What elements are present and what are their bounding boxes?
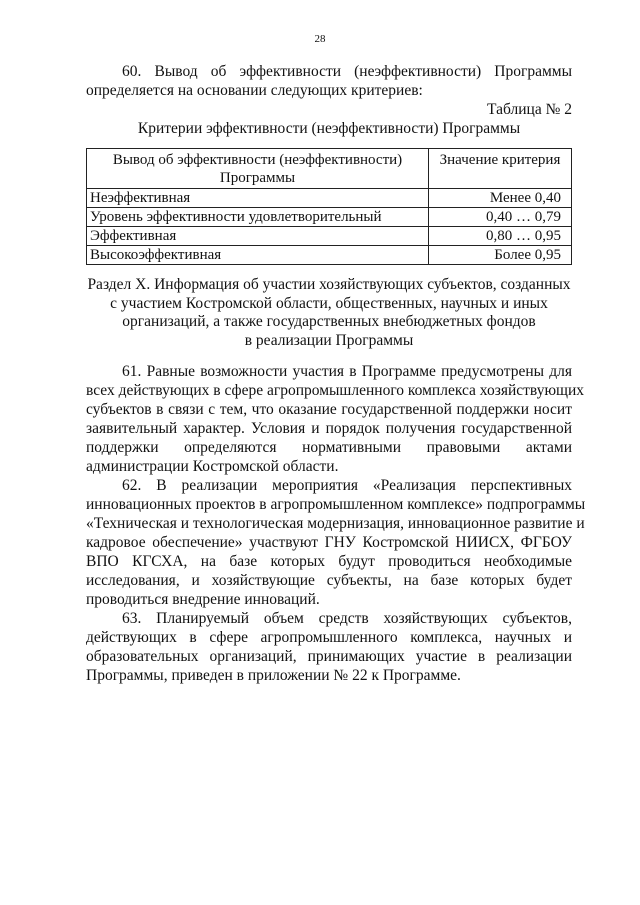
paragraph-line: заявительный характер. Условия и порядок получения государственной [86, 420, 572, 437]
section-heading-line: Раздел X. Информация об участии хозяйствующих субъектов, созданных [87, 276, 571, 293]
paragraph-61 [86, 362, 585, 476]
paragraph-60-line-2: определяется на основании следующих критериев: [86, 82, 423, 99]
table-row [87, 246, 572, 265]
paragraph-line: инновационных проектов в агропромышленном комплексе» подпрограммы [86, 496, 586, 513]
table-header-row [87, 149, 572, 189]
table-label: Таблица № 2 [487, 101, 572, 118]
section-heading-line: с участием Костромской области, общественных, научных и иных [110, 294, 548, 312]
table-cell-value: 0,40 … 0,79 [429, 208, 572, 227]
body-paragraphs [86, 362, 586, 685]
page-number: 28 [314, 33, 326, 45]
paragraph-line: 63. Планируемый объем средств хозяйствующих субъектов, [122, 610, 572, 627]
table-caption: Критерии эффективности (неэффективности) Программы [137, 120, 521, 137]
paragraph-line: Программы, приведен в приложении № 22 к Программе. [86, 667, 461, 684]
section-heading-line: организаций, а также государственных внебюджетных фондов [122, 313, 536, 330]
paragraph-line: «Техническая и технологическая модернизация, инновационное развитие и [86, 515, 585, 532]
table-cell-value: Более 0,95 [429, 246, 572, 265]
table-row [87, 208, 572, 227]
paragraph-60-line-1: 60. Вывод об эффективности (неэффективности) Программы [122, 63, 572, 80]
paragraph-line: поддержки определяются нормативными правовыми актами [86, 439, 572, 456]
paragraph-line: 61. Равные возможности участия в Программе предусмотрены для [122, 363, 572, 380]
table-cell-name: Неэффективная [87, 189, 429, 208]
paragraph-line: исследования, и хозяйствующие субъекты, на базе которых будет [86, 572, 572, 589]
paragraph-line: проводиться внедрение инноваций. [86, 591, 320, 608]
section-heading [86, 276, 572, 350]
paragraph-line: ВПО КГСХА, на базе которых будут проводиться необходимые [86, 553, 572, 570]
paragraph-line: всех действующих в сфере агропромышленного комплекса хозяйствующих [86, 382, 585, 399]
paragraph-line: субъектов в связи с тем, что оказание государственной поддержки носит [86, 401, 572, 418]
table-cell-value: Менее 0,40 [429, 189, 572, 208]
paragraph-line: администрации Костромской области. [86, 458, 339, 475]
paragraph-line: образовательных организаций, принимающих участие в реализации [86, 648, 572, 665]
table-row [87, 227, 572, 246]
table-cell-value: 0,80 … 0,95 [429, 227, 572, 246]
paragraph-line: кадровое обеспечение» участвуют ГНУ Костромской НИИСХ, ФГБОУ [86, 534, 572, 551]
table-header-conclusion: Вывод об эффективности (неэффективности) Программы [87, 149, 429, 189]
paragraph-62 [86, 476, 586, 609]
table-row [87, 189, 572, 208]
section-heading-line: в реализации Программы [244, 331, 414, 349]
paragraph-63 [86, 609, 572, 685]
criteria-table [86, 148, 572, 265]
table-cell-name: Уровень эффективности удовлетворительный [87, 208, 429, 227]
table-cell-name: Высокоэффективная [87, 246, 429, 265]
paragraph-line: 62. В реализации мероприятия «Реализация перспективных [122, 477, 572, 494]
table-cell-name: Эффективная [87, 227, 429, 246]
table-header-criterion-value: Значение критерия [429, 149, 572, 189]
paragraph-line: действующих в сфере агропромышленного комплекса, научных и [86, 629, 572, 646]
